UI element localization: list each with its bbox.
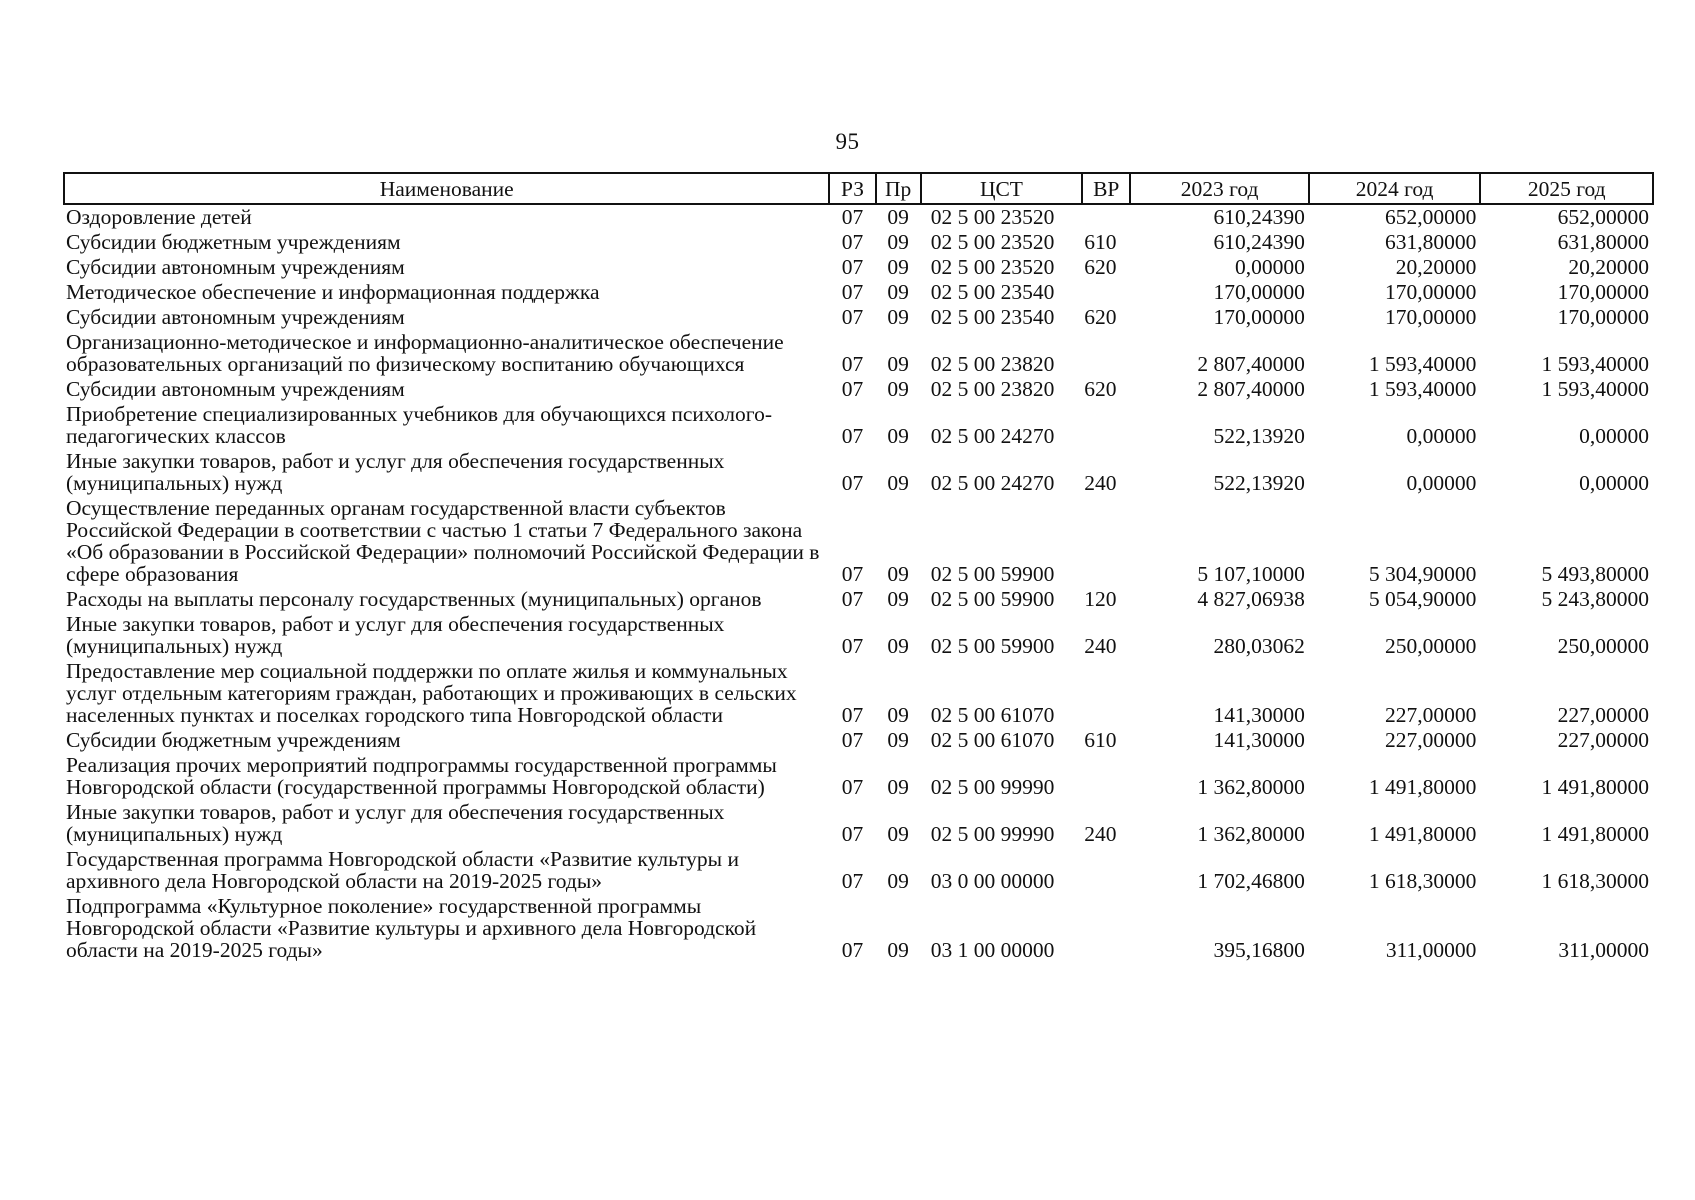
cell-2025: 311,00000 — [1558, 938, 1649, 962]
cell-2025: 0,00000 — [1579, 471, 1649, 495]
table-row — [64, 377, 1653, 402]
header-name: Наименование — [64, 173, 829, 204]
table-row — [64, 402, 1653, 449]
cell-pr: 09 — [887, 255, 909, 279]
cell-rz: 07 — [841, 424, 864, 448]
cell-name: Субсидии автономным учреждениям — [66, 377, 405, 401]
cell-vr: 610 — [1084, 728, 1117, 752]
cell-2024: 311,00000 — [1385, 938, 1477, 962]
cell-rz: 07 — [841, 280, 864, 304]
table-row — [64, 728, 1653, 753]
table-row — [64, 255, 1653, 280]
cell-2025: 1 491,80000 — [1541, 775, 1649, 799]
cell-pr: 09 — [887, 471, 909, 495]
header-2023: 2023 год — [1130, 173, 1309, 204]
table-row — [64, 753, 1653, 800]
cell-2023: 170,00000 — [1213, 280, 1305, 304]
cell-2023: 2 807,40000 — [1197, 377, 1305, 401]
cell-rz: 07 — [841, 562, 864, 586]
cell-pr: 09 — [887, 205, 909, 229]
cell-vr — [1082, 496, 1130, 587]
cell-2024: 1 593,40000 — [1368, 352, 1477, 376]
cell-vr: 620 — [1084, 305, 1117, 329]
cell-vr — [1082, 753, 1130, 800]
cell-vr: 240 — [1084, 634, 1117, 658]
cell-2023: 610,24390 — [1213, 205, 1305, 229]
cell-vr — [1082, 894, 1130, 963]
cell-2023: 1 362,80000 — [1197, 822, 1305, 846]
cell-vr — [1082, 659, 1130, 728]
cell-pr: 09 — [887, 703, 909, 727]
cell-vr: 610 — [1084, 230, 1117, 254]
cell-2024: 227,00000 — [1385, 728, 1477, 752]
cell-2023: 170,00000 — [1213, 305, 1305, 329]
cell-cst: 02 5 00 99990 — [930, 775, 1055, 799]
cell-name: Субсидии бюджетным учреждениям — [66, 230, 401, 254]
cell-pr: 09 — [887, 728, 909, 752]
cell-rz: 07 — [841, 205, 864, 229]
cell-2024: 631,80000 — [1385, 230, 1477, 254]
cell-name: Иные закупки товаров, работ и услуг для обеспечения государственных (муниципальных) нужд — [66, 612, 725, 658]
cell-pr: 09 — [887, 352, 909, 376]
cell-2025: 1 491,80000 — [1541, 822, 1649, 846]
cell-rz: 07 — [841, 728, 864, 752]
cell-vr — [1082, 847, 1130, 894]
cell-cst: 02 5 00 99990 — [930, 822, 1055, 846]
cell-2025: 631,80000 — [1557, 230, 1649, 254]
header-pr: Пр — [876, 173, 921, 204]
cell-2023: 2 807,40000 — [1197, 352, 1305, 376]
cell-2025: 170,00000 — [1557, 305, 1649, 329]
cell-2024: 1 491,80000 — [1368, 822, 1477, 846]
cell-rz: 07 — [841, 352, 864, 376]
header-cst: ЦСТ — [921, 173, 1083, 204]
cell-cst: 02 5 00 24270 — [930, 424, 1055, 448]
cell-2024: 1 618,30000 — [1368, 869, 1477, 893]
cell-pr: 09 — [887, 562, 909, 586]
cell-2023: 522,13920 — [1213, 471, 1305, 495]
cell-name: Оздоровление детей — [66, 205, 252, 229]
cell-2025: 227,00000 — [1557, 728, 1649, 752]
table-row — [64, 204, 1653, 230]
cell-vr — [1082, 402, 1130, 449]
header-rz: РЗ — [829, 173, 875, 204]
cell-cst: 02 5 00 23520 — [930, 230, 1055, 254]
cell-vr: 120 — [1084, 587, 1117, 611]
cell-vr — [1082, 280, 1130, 305]
cell-rz: 07 — [841, 703, 864, 727]
cell-2024: 0,00000 — [1406, 424, 1477, 448]
cell-2024: 1 593,40000 — [1368, 377, 1477, 401]
cell-cst: 02 5 00 61070 — [930, 703, 1055, 727]
cell-2025: 1 618,30000 — [1541, 869, 1649, 893]
cell-2023: 522,13920 — [1213, 424, 1305, 448]
cell-pr: 09 — [887, 869, 909, 893]
cell-pr: 09 — [887, 424, 909, 448]
cell-2025: 0,00000 — [1579, 424, 1649, 448]
cell-rz: 07 — [841, 938, 864, 962]
cell-name: Приобретение специализированных учебников для обучающихся психолого-педагогических классов — [66, 402, 772, 448]
page-number: 95 — [835, 129, 860, 154]
cell-2023: 141,30000 — [1213, 703, 1305, 727]
cell-name: Субсидии автономным учреждениям — [66, 255, 405, 279]
cell-2024: 20,20000 — [1395, 255, 1477, 279]
cell-2023: 4 827,06938 — [1197, 587, 1305, 611]
cell-rz: 07 — [841, 634, 864, 658]
cell-vr: 620 — [1084, 255, 1117, 279]
cell-pr: 09 — [887, 775, 909, 799]
cell-name: Подпрограмма «Культурное поколение» государственной программы Новгородской области «Развитие культуры и архивного дела Новгородской области на 2019-2025 годы» — [66, 894, 757, 962]
cell-vr — [1082, 204, 1130, 230]
cell-pr: 09 — [887, 305, 909, 329]
cell-2025: 227,00000 — [1557, 703, 1649, 727]
header-row — [64, 173, 1653, 204]
cell-rz: 07 — [841, 377, 864, 401]
cell-vr: 240 — [1084, 471, 1117, 495]
cell-2023: 280,03062 — [1213, 634, 1305, 658]
cell-rz: 07 — [841, 471, 864, 495]
table-row — [64, 894, 1653, 963]
cell-cst: 02 5 00 23520 — [930, 205, 1055, 229]
cell-2024: 5 304,90000 — [1368, 562, 1477, 586]
cell-name: Методическое обеспечение и информационная поддержка — [66, 280, 600, 304]
cell-2025: 20,20000 — [1568, 255, 1649, 279]
cell-cst: 02 5 00 61070 — [930, 728, 1055, 752]
table-row — [64, 305, 1653, 330]
cell-2023: 610,24390 — [1213, 230, 1305, 254]
table-row — [64, 280, 1653, 305]
cell-name: Субсидии автономным учреждениям — [66, 305, 405, 329]
cell-name: Субсидии бюджетным учреждениям — [66, 728, 401, 752]
cell-cst: 02 5 00 59900 — [930, 634, 1055, 658]
cell-name: Предоставление мер социальной поддержки по оплате жилья и коммунальных услуг отдельным категориям граждан, работающих и проживающих в сельских населенных пунктах и поселках городского типа Новгородской области — [66, 659, 797, 727]
cell-rz: 07 — [841, 775, 864, 799]
cell-2024: 170,00000 — [1385, 280, 1477, 304]
table-row — [64, 612, 1653, 659]
cell-name: Расходы на выплаты персоналу государственных (муниципальных) органов — [66, 587, 762, 611]
cell-vr: 240 — [1084, 822, 1117, 846]
table-row — [64, 496, 1653, 587]
cell-pr: 09 — [887, 822, 909, 846]
cell-2024: 227,00000 — [1385, 703, 1477, 727]
cell-2024: 5 054,90000 — [1368, 587, 1477, 611]
cell-2024: 170,00000 — [1385, 305, 1477, 329]
cell-2025: 1 593,40000 — [1541, 352, 1649, 376]
header-vr: ВР — [1082, 173, 1130, 204]
cell-cst: 02 5 00 23520 — [930, 255, 1055, 279]
cell-pr: 09 — [887, 634, 909, 658]
cell-2024: 0,00000 — [1406, 471, 1477, 495]
cell-name: Организационно-методическое и информационно-аналитическое обеспечение образовательных организаций по физическому воспитанию обучающихся — [66, 330, 784, 376]
cell-pr: 09 — [887, 938, 909, 962]
cell-2024: 652,00000 — [1385, 205, 1477, 229]
cell-cst: 02 5 00 23540 — [930, 280, 1055, 304]
cell-2025: 652,00000 — [1557, 205, 1649, 229]
cell-cst: 02 5 00 23540 — [930, 305, 1055, 329]
table-row — [64, 330, 1653, 377]
cell-2023: 1 362,80000 — [1197, 775, 1305, 799]
cell-2025: 1 593,40000 — [1541, 377, 1649, 401]
table-row — [64, 449, 1653, 496]
table-row — [64, 230, 1653, 255]
cell-pr: 09 — [887, 377, 909, 401]
cell-name: Осуществление переданных органам государственной власти субъектов Российской Федерации в соответствии с частью 1 статьи 7 Федерального закона «Об образовании в Российской Федерации» полномочий Российской Федерации в сфере образования — [66, 496, 820, 586]
cell-rz: 07 — [841, 822, 864, 846]
cell-2025: 250,00000 — [1557, 634, 1649, 658]
cell-2025: 170,00000 — [1557, 280, 1649, 304]
cell-2023: 5 107,10000 — [1197, 562, 1305, 586]
header-2025: 2025 год — [1480, 173, 1653, 204]
cell-2023: 0,00000 — [1235, 255, 1305, 279]
cell-2023: 141,30000 — [1213, 728, 1305, 752]
cell-rz: 07 — [841, 230, 864, 254]
cell-pr: 09 — [887, 230, 909, 254]
budget-table — [63, 172, 1654, 963]
cell-vr: 620 — [1084, 377, 1117, 401]
cell-cst: 02 5 00 23820 — [930, 377, 1055, 401]
table-row — [64, 587, 1653, 612]
cell-rz: 07 — [841, 869, 864, 893]
table-body — [64, 204, 1653, 963]
cell-cst: 03 0 00 00000 — [930, 869, 1055, 893]
cell-name: Реализация прочих мероприятий подпрограммы государственной программы Новгородской области (государственной программы Новгородской области) — [66, 753, 777, 799]
cell-pr: 09 — [887, 280, 909, 304]
header-2024: 2024 год — [1309, 173, 1481, 204]
cell-name: Государственная программа Новгородской области «Развитие культуры и архивного дела Новгородской области на 2019-2025 годы» — [66, 847, 740, 893]
cell-vr — [1082, 330, 1130, 377]
cell-2024: 1 491,80000 — [1368, 775, 1477, 799]
cell-2023: 395,16800 — [1213, 938, 1305, 962]
cell-cst: 02 5 00 23820 — [930, 352, 1055, 376]
table-row — [64, 659, 1653, 728]
cell-rz: 07 — [841, 305, 864, 329]
cell-name: Иные закупки товаров, работ и услуг для обеспечения государственных (муниципальных) нужд — [66, 449, 725, 495]
cell-2025: 5 243,80000 — [1541, 587, 1649, 611]
table-row — [64, 800, 1653, 847]
cell-2023: 1 702,46800 — [1197, 869, 1305, 893]
cell-cst: 02 5 00 59900 — [930, 587, 1055, 611]
cell-cst: 02 5 00 24270 — [930, 471, 1055, 495]
cell-cst: 02 5 00 59900 — [930, 562, 1055, 586]
cell-name: Иные закупки товаров, работ и услуг для обеспечения государственных (муниципальных) нужд — [66, 800, 725, 846]
cell-rz: 07 — [841, 587, 864, 611]
cell-2024: 250,00000 — [1385, 634, 1477, 658]
table-row — [64, 847, 1653, 894]
cell-pr: 09 — [887, 587, 909, 611]
cell-2025: 5 493,80000 — [1541, 562, 1649, 586]
cell-cst: 03 1 00 00000 — [930, 938, 1055, 962]
table-header — [64, 173, 1653, 204]
cell-rz: 07 — [841, 255, 864, 279]
